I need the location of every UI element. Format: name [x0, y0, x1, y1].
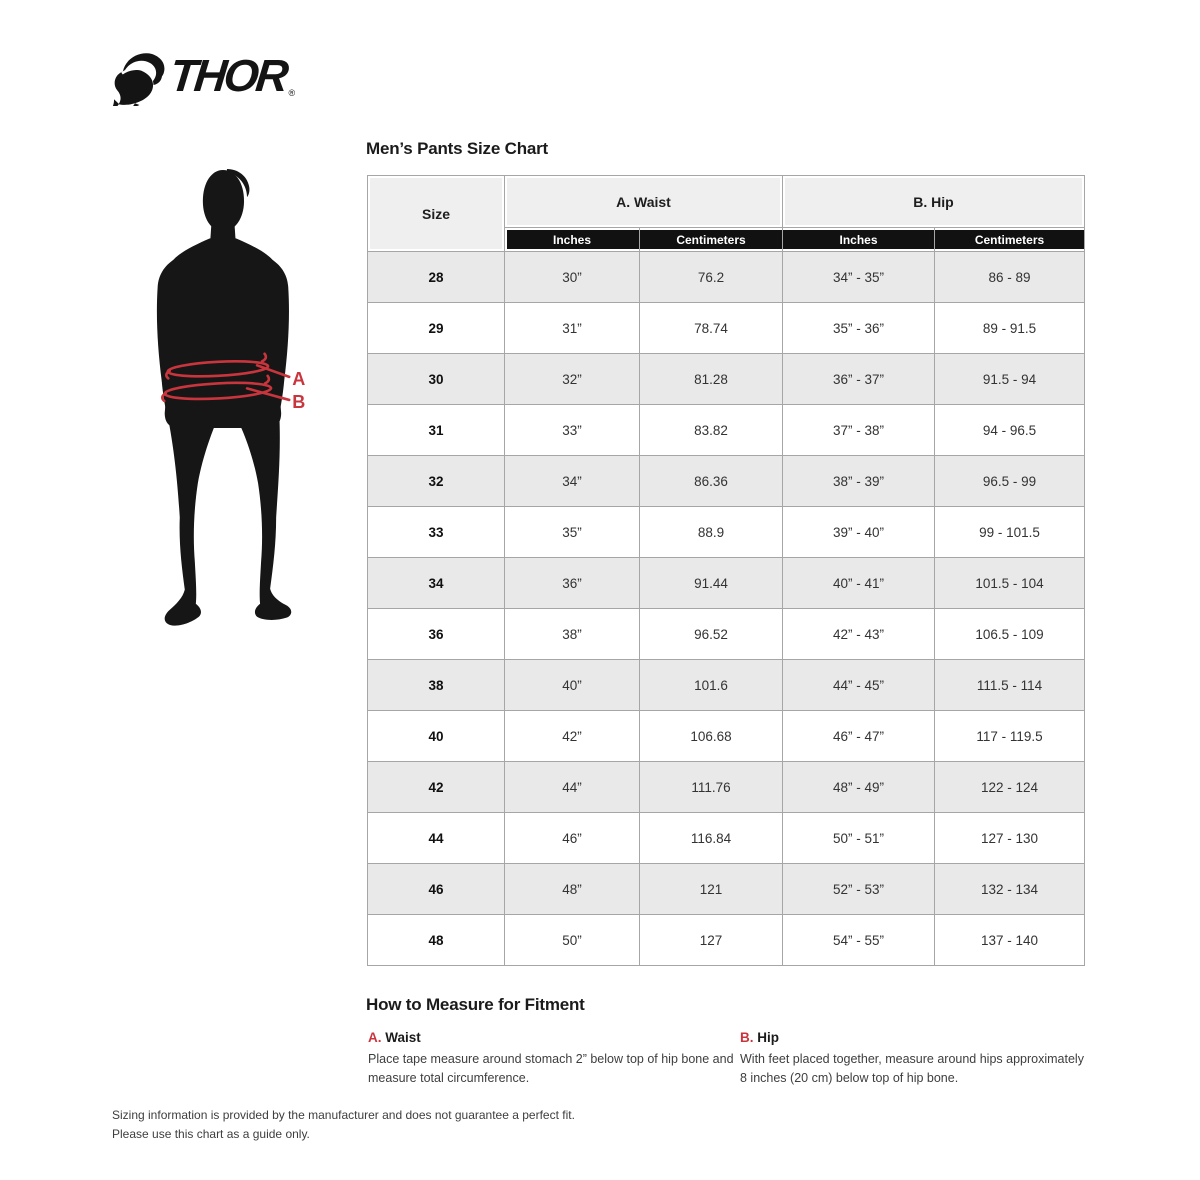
hip-centimeters-cell: 96.5 - 99: [935, 456, 1085, 507]
size-cell: 44: [368, 813, 505, 864]
size-cell: 31: [368, 405, 505, 456]
hip-inches-cell: 36” - 37”: [783, 354, 935, 405]
hip-instruction-label: [740, 1030, 1084, 1045]
hip-inches-cell: 42” - 43”: [783, 609, 935, 660]
hip-centimeters-cell: 89 - 91.5: [935, 303, 1085, 354]
hip-instruction-text: With feet placed together, measure around hips approximately 8 inches (20 cm) below top of hip bone.: [740, 1052, 1084, 1086]
table-row: [368, 813, 1085, 864]
hip-inches-cell: 44” - 45”: [783, 660, 935, 711]
waist-instruction-text: Place tape measure around stomach 2” below top of hip bone and measure total circumference.: [368, 1052, 734, 1086]
waist-centimeters-cell: 121: [640, 864, 783, 915]
size-cell: 36: [368, 609, 505, 660]
hip-centimeters-cell: 101.5 - 104: [935, 558, 1085, 609]
size-table-head: [368, 176, 1085, 252]
table-row: [368, 507, 1085, 558]
hip-inches-cell: 48” - 49”: [783, 762, 935, 813]
col-header-waist: A. Waist: [505, 176, 783, 228]
size-cell: 34: [368, 558, 505, 609]
waist-inches-cell: 50”: [505, 915, 640, 966]
hip-instructions: [740, 1030, 1084, 1089]
waist-centimeters-cell: 86.36: [640, 456, 783, 507]
hip-centimeters-cell: 91.5 - 94: [935, 354, 1085, 405]
hip-inches-cell: 50” - 51”: [783, 813, 935, 864]
hip-word: Hip: [757, 1030, 780, 1045]
hip-centimeters-cell: 111.5 - 114: [935, 660, 1085, 711]
waist-centimeters-cell: 96.52: [640, 609, 783, 660]
table-row: [368, 303, 1085, 354]
waist-inches-cell: 36”: [505, 558, 640, 609]
hip-label-b: B: [292, 391, 306, 412]
hip-centimeters-cell: 94 - 96.5: [935, 405, 1085, 456]
waist-label-a: A: [292, 368, 306, 389]
waist-inches-cell: 33”: [505, 405, 640, 456]
waist-inches-cell: 31”: [505, 303, 640, 354]
size-table-body: [368, 252, 1085, 966]
table-row: [368, 405, 1085, 456]
hip-inches-cell: 46” - 47”: [783, 711, 935, 762]
col-header-hip: B. Hip: [783, 176, 1085, 228]
size-cell: 46: [368, 864, 505, 915]
hip-letter: B.: [740, 1030, 754, 1045]
hip-centimeters-cell: 86 - 89: [935, 252, 1085, 303]
subheader-waist-centimeters: Centimeters: [640, 228, 783, 252]
size-cell: 30: [368, 354, 505, 405]
table-row: [368, 864, 1085, 915]
waist-inches-cell: 40”: [505, 660, 640, 711]
size-cell: 32: [368, 456, 505, 507]
waist-centimeters-cell: 88.9: [640, 507, 783, 558]
hip-inches-cell: 38” - 39”: [783, 456, 935, 507]
body-measurement-figure: [128, 158, 350, 670]
table-row: [368, 711, 1085, 762]
disclaimer-line-1: Sizing information is provided by the manufacturer and does not guarantee a perfect fit.: [112, 1108, 575, 1122]
hip-centimeters-cell: 99 - 101.5: [935, 507, 1085, 558]
size-table: [367, 175, 1085, 966]
table-row: [368, 456, 1085, 507]
waist-centimeters-cell: 81.28: [640, 354, 783, 405]
waist-centimeters-cell: 83.82: [640, 405, 783, 456]
waist-word: Waist: [385, 1030, 421, 1045]
size-cell: 33: [368, 507, 505, 558]
brand-logo: [111, 50, 295, 106]
size-cell: 42: [368, 762, 505, 813]
table-row: [368, 354, 1085, 405]
waist-inches-cell: 38”: [505, 609, 640, 660]
size-cell: 48: [368, 915, 505, 966]
table-row: [368, 252, 1085, 303]
waist-centimeters-cell: 116.84: [640, 813, 783, 864]
hip-centimeters-cell: 137 - 140: [935, 915, 1085, 966]
page-title: Men’s Pants Size Chart: [366, 139, 549, 158]
waist-centimeters-cell: 78.74: [640, 303, 783, 354]
hip-inches-cell: 34” - 35”: [783, 252, 935, 303]
waist-centimeters-cell: 101.6: [640, 660, 783, 711]
subheader-hip-inches: Inches: [783, 228, 935, 252]
size-cell: 29: [368, 303, 505, 354]
disclaimer: [112, 1106, 575, 1143]
waist-instruction-label: [368, 1030, 736, 1045]
waist-inches-cell: 44”: [505, 762, 640, 813]
size-cell: 38: [368, 660, 505, 711]
hip-centimeters-cell: 132 - 134: [935, 864, 1085, 915]
waist-instructions: [368, 1030, 736, 1089]
waist-inches-cell: 32”: [505, 354, 640, 405]
hip-inches-cell: 37” - 38”: [783, 405, 935, 456]
hip-centimeters-cell: 106.5 - 109: [935, 609, 1085, 660]
subheader-hip-centimeters: Centimeters: [935, 228, 1085, 252]
waist-centimeters-cell: 127: [640, 915, 783, 966]
size-table-wrap: [367, 175, 1084, 966]
disclaimer-line-2: Please use this chart as a guide only.: [112, 1126, 310, 1141]
hip-centimeters-cell: 127 - 130: [935, 813, 1085, 864]
hip-inches-cell: 39” - 40”: [783, 507, 935, 558]
waist-inches-cell: 42”: [505, 711, 640, 762]
waist-inches-cell: 34”: [505, 456, 640, 507]
hip-centimeters-cell: 122 - 124: [935, 762, 1085, 813]
size-cell: 28: [368, 252, 505, 303]
table-row: [368, 660, 1085, 711]
col-header-size: Size: [368, 176, 505, 252]
size-cell: 40: [368, 711, 505, 762]
subheader-waist-inches: Inches: [505, 228, 640, 252]
hip-inches-cell: 52” - 53”: [783, 864, 935, 915]
waist-inches-cell: 46”: [505, 813, 640, 864]
waist-letter: A.: [368, 1030, 382, 1045]
waist-inches-cell: 35”: [505, 507, 640, 558]
hip-inches-cell: 35” - 36”: [783, 303, 935, 354]
table-row: [368, 915, 1085, 966]
male-silhouette: [128, 158, 350, 670]
hip-centimeters-cell: 117 - 119.5: [935, 711, 1085, 762]
waist-inches-cell: 30”: [505, 252, 640, 303]
hip-inches-cell: 54” - 55”: [783, 915, 935, 966]
waist-centimeters-cell: 91.44: [640, 558, 783, 609]
waist-centimeters-cell: 106.68: [640, 711, 783, 762]
table-row: [368, 558, 1085, 609]
table-row: [368, 609, 1085, 660]
howto-heading: How to Measure for Fitment: [366, 995, 585, 1014]
table-row: [368, 762, 1085, 813]
waist-centimeters-cell: 111.76: [640, 762, 783, 813]
hip-inches-cell: 40” - 41”: [783, 558, 935, 609]
brand-wordmark: THOR: [167, 50, 289, 101]
waist-inches-cell: 48”: [505, 864, 640, 915]
waist-centimeters-cell: 76.2: [640, 252, 783, 303]
thor-goat-icon: [111, 50, 167, 106]
registered-trademark-icon: ®: [288, 88, 296, 98]
